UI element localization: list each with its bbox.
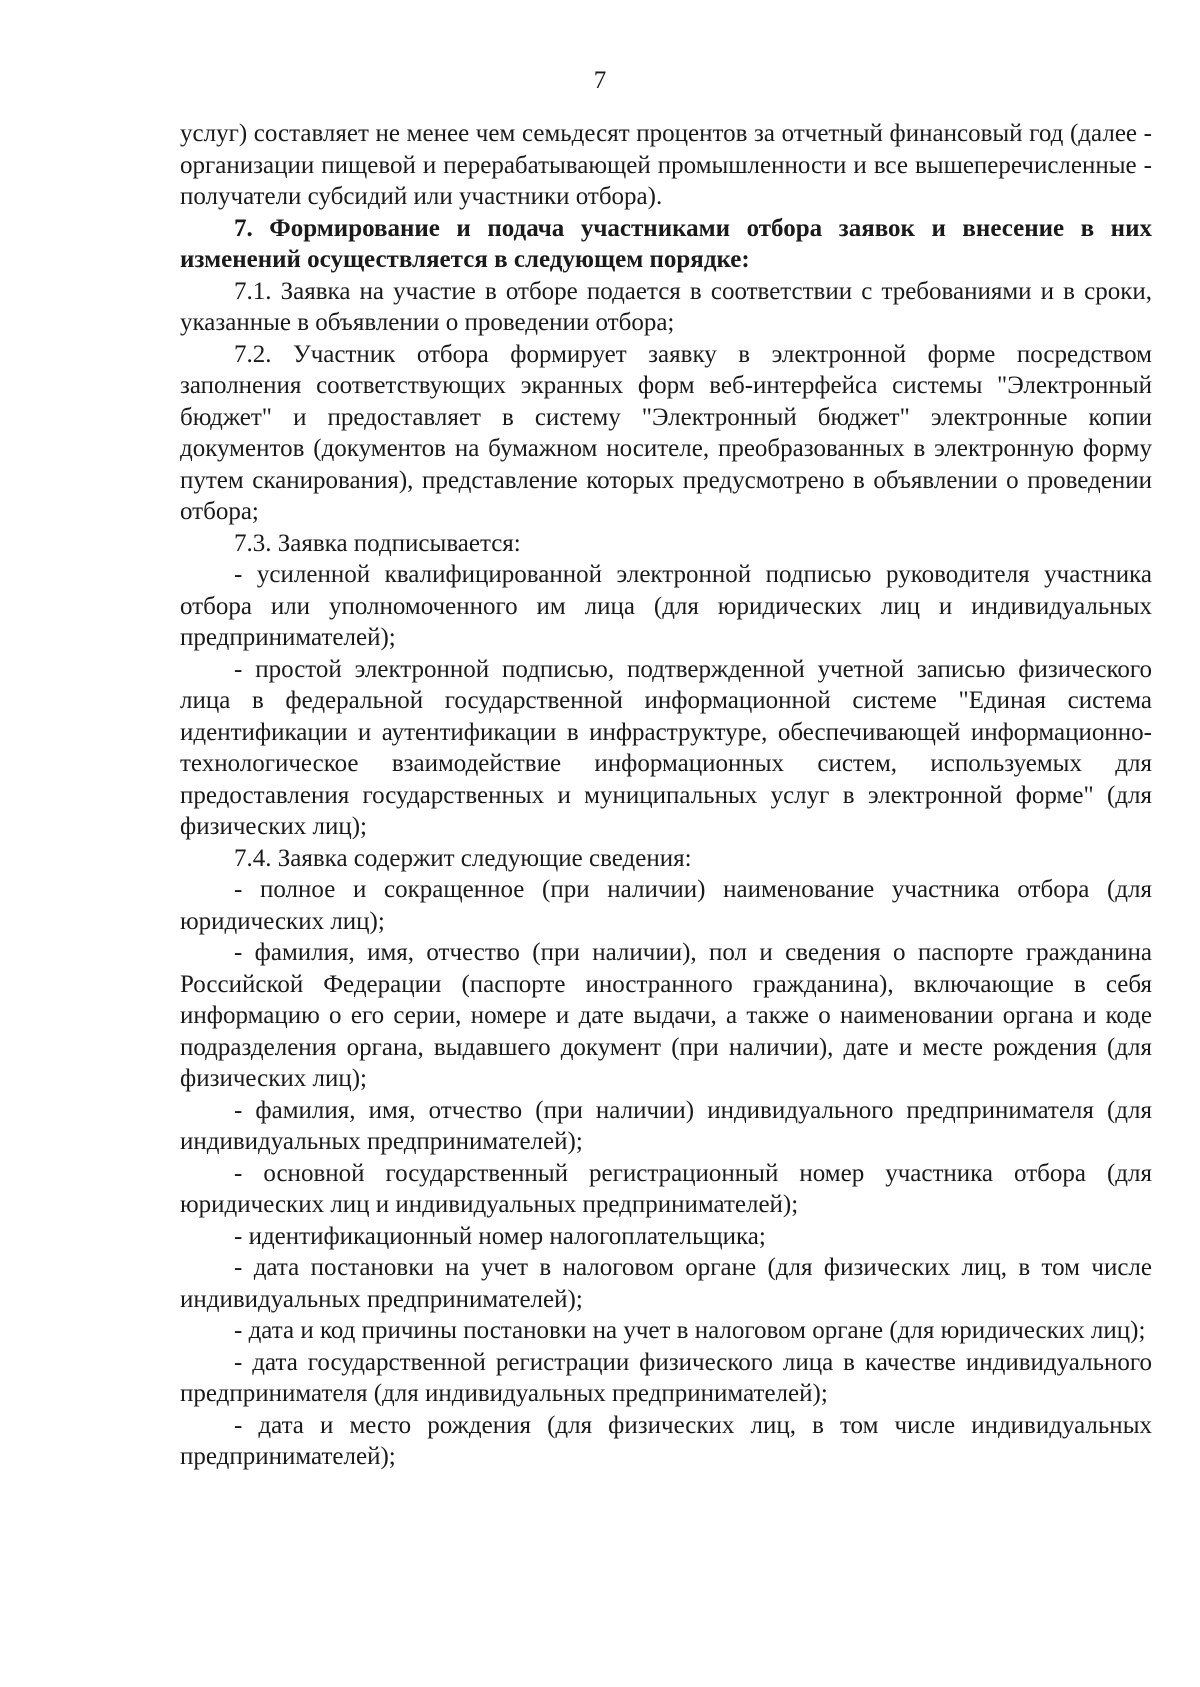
list-item: - основной государственный регистрационный номер участника отбора (для юридических лиц и индивидуальных предпринимателей); [180,1159,1152,1218]
page-number: 7 [593,67,607,94]
list-item: - дата государственной регистрации физического лица в качестве индивидуального предпринимателя (для индивидуальных предпринимателей); [180,1348,1152,1407]
list-item: - фамилия, имя, отчество (при наличии), пол и сведения о паспорте гражданина Российской Федерации (паспорте иностранного гражданина), включающие в себя информацию о его серии, номере и дате выдачи, а также о наименовании органа и коде подразделения органа, выдавшего документ (при наличии), дате и месте рождения (для физических лиц); [180,939,1152,1092]
clause-7-3: 7.3. Заявка подписывается: [234,529,521,557]
clause-7-1: 7.1. Заявка на участие в отборе подается в соответствии с требованиями и в сроки, указанные в объявлении о проведении отбора; [180,277,1152,336]
list-item: - простой электронной подписью, подтвержденной учетной записью физического лица в федеральной государственной информационной системе "Единая система идентификации и аутентификации в инфраструктуре, обеспечивающей информационно-технологическое взаимодействие информационных систем, используемых для предоставления государственных и муниципальных услуг в электронной форме" (для физических лиц); [180,655,1152,840]
document-body [180,118,1152,1473]
list-item: - фамилия, имя, отчество (при наличии) индивидуального предпринимателя (для индивидуальных предпринимателей); [180,1096,1152,1155]
list-item: - дата и место рождения (для физических лиц, в том числе индивидуальных предпринимателей); [180,1411,1152,1470]
list-item: - дата и код причины постановки на учет в налоговом органе (для юридических лиц); [234,1317,1146,1344]
section-heading-7: 7. Формирование и подача участниками отбора заявок и внесение в них изменений осуществляется в следующем порядке: [180,214,1152,273]
clause-7-4: 7.4. Заявка содержит следующие сведения: [234,844,692,872]
clause-7-2: 7.2. Участник отбора формирует заявку в электронной форме посредством заполнения соответствующих экранных форм веб-интерфейса системы "Электронный бюджет" и предоставляет в систему "Электронный бюджет" электронные копии документов (документов на бумажном носителе, преобразованных в электронную форму путем сканирования), представление которых предусмотрено в объявлении о проведении отбора; [180,340,1152,525]
list-item: - идентификационный номер налогоплательщика; [234,1222,766,1250]
paragraph-continuation: услуг) составляет не менее чем семьдесят процентов за отчетный финансовый год (далее - организации пищевой и перерабатывающей промышленности и все вышеперечисленные - получатели субсидий или участники отбора). [180,120,1152,210]
list-item: - полное и сокращенное (при наличии) наименование участника отбора (для юридических лиц); [180,876,1152,935]
list-item: - дата постановки на учет в налоговом органе (для физических лиц, в том числе индивидуальных предпринимателей); [180,1254,1152,1313]
list-item: - усиленной квалифицированной электронной подписью руководителя участника отбора или уполномоченного им лица (для юридических лиц и индивидуальных предпринимателей); [180,561,1152,651]
